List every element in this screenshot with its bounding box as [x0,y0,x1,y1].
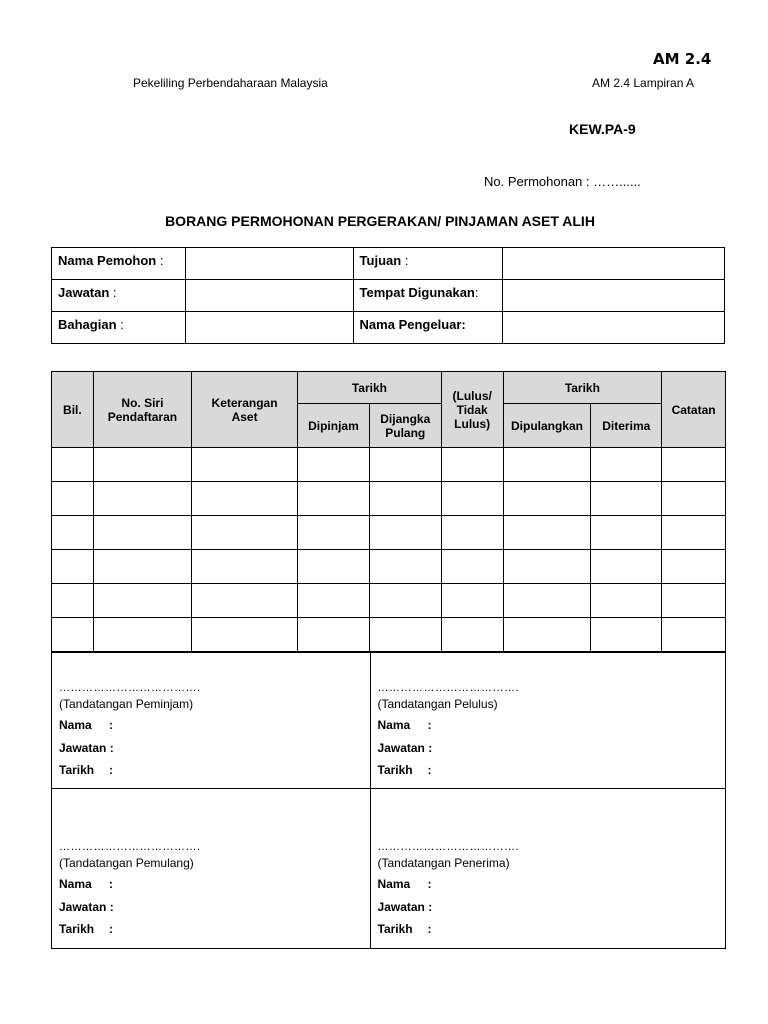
table-cell[interactable] [52,448,94,482]
header-no-siri: No. Siri Pendaftaran [93,372,191,448]
table-cell[interactable] [93,516,191,550]
table-cell[interactable] [662,584,726,618]
field-bahagian[interactable] [185,312,353,344]
table-cell[interactable] [52,618,94,652]
table-cell[interactable] [93,550,191,584]
table-cell[interactable] [52,550,94,584]
table-row [52,482,726,516]
table-row [52,618,726,652]
table-cell[interactable] [369,584,441,618]
table-cell[interactable] [369,550,441,584]
signature-line: ………………………………. [59,841,201,853]
header-catatan: Catatan [662,372,726,448]
applicant-row [52,248,725,280]
signature-table [51,652,726,949]
signature-caption: (Tandatangan Pemulang) [59,856,194,870]
label-bahagian: Bahagian : [52,312,186,344]
applicant-table [51,247,725,344]
signature-caption: (Tandatangan Pelulus) [377,697,498,711]
table-cell[interactable] [503,448,591,482]
header-dipulangkan: Dipulangkan [503,404,591,448]
signature-caption: (Tandatangan Peminjam) [59,697,194,711]
table-row [52,550,726,584]
table-cell[interactable] [298,448,370,482]
table-cell[interactable] [503,584,591,618]
header-lulus: (Lulus/ Tidak Lulus) [441,372,503,448]
header-keterangan: Keterangan Aset [192,372,298,448]
table-cell[interactable] [298,584,370,618]
table-cell[interactable] [503,516,591,550]
form-title-text: BORANG PERMOHONAN PERGERAKAN/ PINJAMAN ASET ALIH [165,213,595,229]
field-nama-pengeluar[interactable] [503,312,725,344]
table-cell[interactable] [591,448,662,482]
table-cell[interactable] [591,584,662,618]
label-jawatan: Jawatan : [52,280,186,312]
colon: : [427,763,432,777]
appendix-reference: AM 2.4 Lampiran A [592,76,695,90]
label-nama-pemohon: Nama Pemohon : [52,248,186,280]
table-cell[interactable] [369,448,441,482]
table-cell[interactable] [662,550,726,584]
name-label: Nama [59,877,92,891]
signature-line: ………………………………. [59,682,201,694]
form-title [0,213,768,229]
table-cell[interactable] [93,482,191,516]
colon: : [427,877,432,891]
table-cell[interactable] [662,618,726,652]
table-row [52,448,726,482]
date-label: Tarikh [377,763,413,777]
table-cell[interactable] [298,516,370,550]
table-cell[interactable] [52,516,94,550]
signature-caption: (Tandatangan Penerima) [377,856,510,870]
signature-block-pelulus[interactable] [370,653,725,789]
table-cell[interactable] [93,618,191,652]
table-cell[interactable] [441,448,503,482]
table-cell[interactable] [591,482,662,516]
position-label: Jawatan : [377,899,433,914]
colon: : [109,877,113,891]
table-cell[interactable] [662,516,726,550]
name-label: Nama [59,718,92,732]
table-row [52,584,726,618]
table-cell[interactable] [192,618,298,652]
colon: : [109,763,113,777]
table-cell[interactable] [192,516,298,550]
label-tempat-digunakan: Tempat Digunakan: [353,280,503,312]
table-cell[interactable] [369,618,441,652]
table-cell[interactable] [503,618,591,652]
table-cell[interactable] [298,482,370,516]
applicant-row [52,312,725,344]
table-cell[interactable] [369,516,441,550]
table-cell[interactable] [192,482,298,516]
form-code: KEW.PA-9 [569,121,636,137]
applicant-row [52,280,725,312]
signature-block-penerima[interactable] [370,789,725,949]
table-cell[interactable] [192,584,298,618]
colon: : [109,718,113,732]
position-label: Jawatan : [59,899,114,914]
table-cell[interactable] [93,448,191,482]
position-label: Jawatan : [377,740,433,755]
label-tujuan: Tujuan : [353,248,503,280]
colon: : [109,922,113,936]
field-jawatan[interactable] [185,280,353,312]
table-cell[interactable] [93,584,191,618]
name-label: Nama [377,718,411,732]
colon: : [427,922,432,936]
table-cell[interactable] [662,482,726,516]
circular-reference: Pekeliling Perbendaharaan Malaysia [133,76,328,90]
signature-block-pemulang[interactable] [52,789,371,949]
table-cell[interactable] [441,618,503,652]
name-label: Nama [377,877,411,891]
application-number: No. Permohonan : ……...... [484,174,641,189]
signature-line: ………………………………. [377,682,520,694]
table-cell[interactable] [192,448,298,482]
header-tarikh-pinjam: Tarikh [298,372,442,404]
table-cell[interactable] [52,584,94,618]
table-cell[interactable] [591,618,662,652]
document-code: AM 2.4 [653,50,712,68]
header-dipinjam: Dipinjam [298,404,370,448]
date-label: Tarikh [377,922,413,936]
field-nama-pemohon[interactable] [185,248,353,280]
field-tujuan[interactable] [503,248,725,280]
table-cell[interactable] [503,550,591,584]
table-cell[interactable] [369,482,441,516]
table-cell[interactable] [441,516,503,550]
date-label: Tarikh [59,763,95,777]
table-cell[interactable] [192,550,298,584]
table-cell[interactable] [503,482,591,516]
table-cell[interactable] [662,448,726,482]
table-cell[interactable] [591,550,662,584]
asset-table [51,371,726,652]
date-label: Tarikh [59,922,95,936]
signature-line: ………………………………. [377,841,520,853]
table-cell[interactable] [52,482,94,516]
table-cell[interactable] [441,584,503,618]
table-cell[interactable] [298,618,370,652]
table-cell[interactable] [441,482,503,516]
signature-block-peminjam[interactable] [52,653,371,789]
table-cell[interactable] [298,550,370,584]
label-nama-pengeluar: Nama Pengeluar: [353,312,503,344]
header-dijangka-pulang: Dijangka Pulang [369,404,441,448]
header-diterima: Diterima [591,404,662,448]
header-bil: Bil. [52,372,94,448]
table-row [52,516,726,550]
field-tempat-digunakan[interactable] [503,280,725,312]
table-cell[interactable] [591,516,662,550]
colon: : [427,718,432,732]
header-tarikh-pulang: Tarikh [503,372,662,404]
table-cell[interactable] [441,550,503,584]
position-label: Jawatan : [59,740,114,755]
